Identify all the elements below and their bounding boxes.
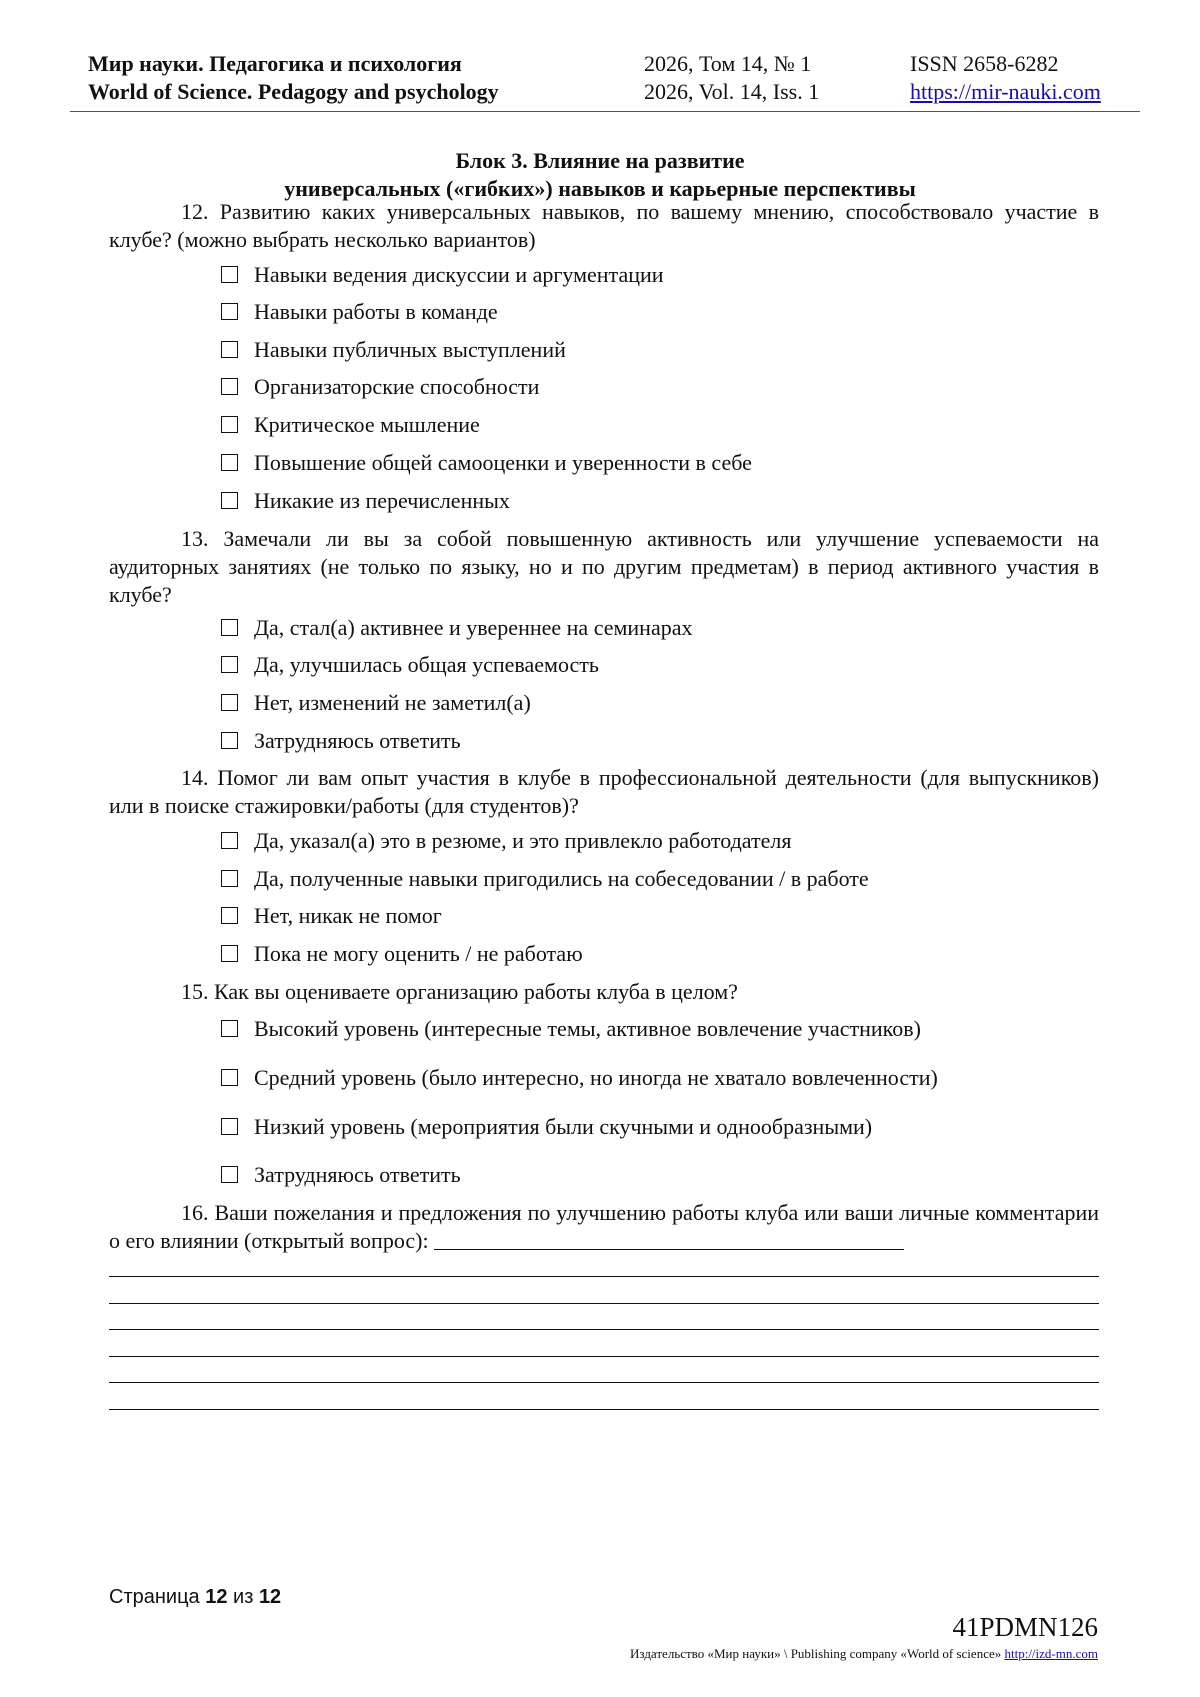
option-label: Затрудняюсь ответить [254, 728, 461, 753]
issue-ru: 2026, Том 14, № 1 [644, 51, 812, 76]
question-number: 15. [181, 979, 209, 1004]
option-label: Да, полученные навыки пригодились на собеседовании / в работе [254, 866, 869, 891]
block-title [0, 147, 1200, 203]
checkbox-icon[interactable] [221, 907, 238, 924]
option-item[interactable] [221, 651, 599, 679]
question-13 [109, 525, 1099, 609]
question-text: Развитию каких универсальных навыков, по вашему мнению, способствовало участие в клубе? (можно выбрать несколько вариантов) [109, 199, 1099, 252]
journal-title [88, 50, 499, 106]
checkbox-icon[interactable] [221, 619, 238, 636]
option-item[interactable] [221, 1064, 938, 1092]
option-item[interactable] [221, 614, 693, 642]
answer-line[interactable] [109, 1303, 1099, 1304]
question-12 [109, 198, 1099, 254]
option-item[interactable] [221, 487, 510, 515]
publisher-text: Издательство «Мир науки» \ Publishing company «World of science» [630, 1646, 1002, 1661]
checkbox-icon[interactable] [221, 416, 238, 433]
checkbox-icon[interactable] [221, 870, 238, 887]
journal-title-ru: Мир науки. Педагогика и психология [88, 51, 462, 76]
option-label: Да, указал(а) это в резюме, и это привлекло работодателя [254, 828, 792, 853]
answer-line[interactable] [109, 1382, 1099, 1383]
checkbox-icon[interactable] [221, 732, 238, 749]
option-item[interactable] [221, 902, 442, 930]
checkbox-icon[interactable] [221, 341, 238, 358]
question-number: 16. [181, 1200, 209, 1225]
checkbox-icon[interactable] [221, 454, 238, 471]
answer-line[interactable] [109, 1356, 1099, 1357]
option-item[interactable] [221, 689, 531, 717]
checkbox-icon[interactable] [221, 266, 238, 283]
journal-title-en: World of Science. Pedagogy and psychology [88, 79, 499, 104]
option-label: Критическое мышление [254, 412, 480, 437]
issue-en: 2026, Vol. 14, Iss. 1 [644, 79, 820, 104]
option-item[interactable] [221, 261, 664, 289]
publisher-url-link[interactable]: http://izd-mn.com [1004, 1646, 1098, 1661]
option-label: Средний уровень (было интересно, но иногда не хватало вовлеченности) [254, 1065, 938, 1090]
question-number: 13. [181, 526, 209, 551]
answer-blank-inline[interactable] [434, 1229, 904, 1250]
article-code: 41PDMN126 [952, 1612, 1098, 1642]
question-text: Как вы оцениваете организацию работы клуба в целом? [214, 979, 738, 1004]
option-item[interactable] [221, 827, 791, 855]
page-word: Страница [109, 1586, 200, 1608]
checkbox-icon[interactable] [221, 1118, 238, 1135]
option-label: Навыки ведения дискуссии и аргументации [254, 262, 664, 287]
issn-info [910, 50, 1101, 106]
option-label: Да, стал(а) активнее и увереннее на семинарах [254, 615, 693, 640]
question-15 [109, 978, 1099, 1006]
answer-line[interactable] [109, 1409, 1099, 1410]
question-text: Помог ли вам опыт участия в клубе в профессиональной деятельности (для выпускников) или в поиске стажировки/работы (для студентов)? [109, 765, 1099, 818]
page-number [109, 1586, 281, 1609]
option-item[interactable] [221, 1161, 461, 1189]
page-of: из [233, 1586, 254, 1608]
option-item[interactable] [221, 727, 461, 755]
block-title-line1: Блок 3. Влияние на развитие [455, 148, 745, 173]
question-text: Ваши пожелания и предложения по улучшению работы клуба или ваши личные комментарии о его влиянии (открытый вопрос): [109, 1200, 1099, 1253]
publisher-line [630, 1646, 1098, 1662]
page-current: 12 [205, 1586, 228, 1608]
option-label: Навыки работы в команде [254, 299, 498, 324]
option-label: Затрудняюсь ответить [254, 1162, 461, 1187]
page-total: 12 [258, 1586, 282, 1608]
checkbox-icon[interactable] [221, 303, 238, 320]
option-item[interactable] [221, 1113, 872, 1141]
checkbox-icon[interactable] [221, 832, 238, 849]
checkbox-icon[interactable] [221, 1069, 238, 1086]
option-label: Никакие из перечисленных [254, 488, 510, 513]
answer-line[interactable] [109, 1276, 1099, 1277]
journal-url-link[interactable]: https://mir-nauki.com [910, 79, 1101, 104]
issn: ISSN 2658-6282 [910, 51, 1059, 76]
option-item[interactable] [221, 373, 539, 401]
option-item[interactable] [221, 449, 752, 477]
checkbox-icon[interactable] [221, 694, 238, 711]
checkbox-icon[interactable] [221, 945, 238, 962]
question-14 [109, 764, 1099, 820]
option-item[interactable] [221, 336, 566, 364]
option-label: Нет, никак не помог [254, 903, 442, 928]
question-16 [109, 1199, 1099, 1255]
option-label: Организаторские способности [254, 374, 540, 399]
answer-line[interactable] [109, 1329, 1099, 1330]
checkbox-icon[interactable] [221, 378, 238, 395]
checkbox-icon[interactable] [221, 1020, 238, 1037]
option-label: Нет, изменений не заметил(а) [254, 690, 531, 715]
option-item[interactable] [221, 865, 869, 893]
option-label: Да, улучшилась общая успеваемость [254, 652, 599, 677]
checkbox-icon[interactable] [221, 492, 238, 509]
question-text: Замечали ли вы за собой повышенную активность или улучшение успеваемости на аудиторных занятиях (не только по языку, но и по другим предметам) в период активного участия в клубе? [109, 526, 1099, 607]
option-label: Низкий уровень (мероприятия были скучными и однообразными) [254, 1114, 873, 1139]
option-label: Повышение общей самооценки и уверенности в себе [254, 450, 752, 475]
option-label: Навыки публичных выступлений [254, 337, 566, 362]
issue-info [644, 50, 819, 106]
block-title-line2: универсальных («гибких») навыков и карьерные перспективы [284, 176, 916, 201]
option-item[interactable] [221, 940, 583, 968]
option-label: Высокий уровень (интересные темы, активное вовлечение участников) [254, 1016, 921, 1041]
checkbox-icon[interactable] [221, 656, 238, 673]
option-label: Пока не могу оценить / не работаю [254, 941, 583, 966]
question-number: 12. [181, 199, 209, 224]
question-number: 14. [181, 765, 209, 790]
option-item[interactable] [221, 298, 498, 326]
option-item[interactable] [221, 411, 480, 439]
option-item[interactable] [221, 1015, 921, 1043]
checkbox-icon[interactable] [221, 1166, 238, 1183]
header-divider [70, 111, 1140, 112]
